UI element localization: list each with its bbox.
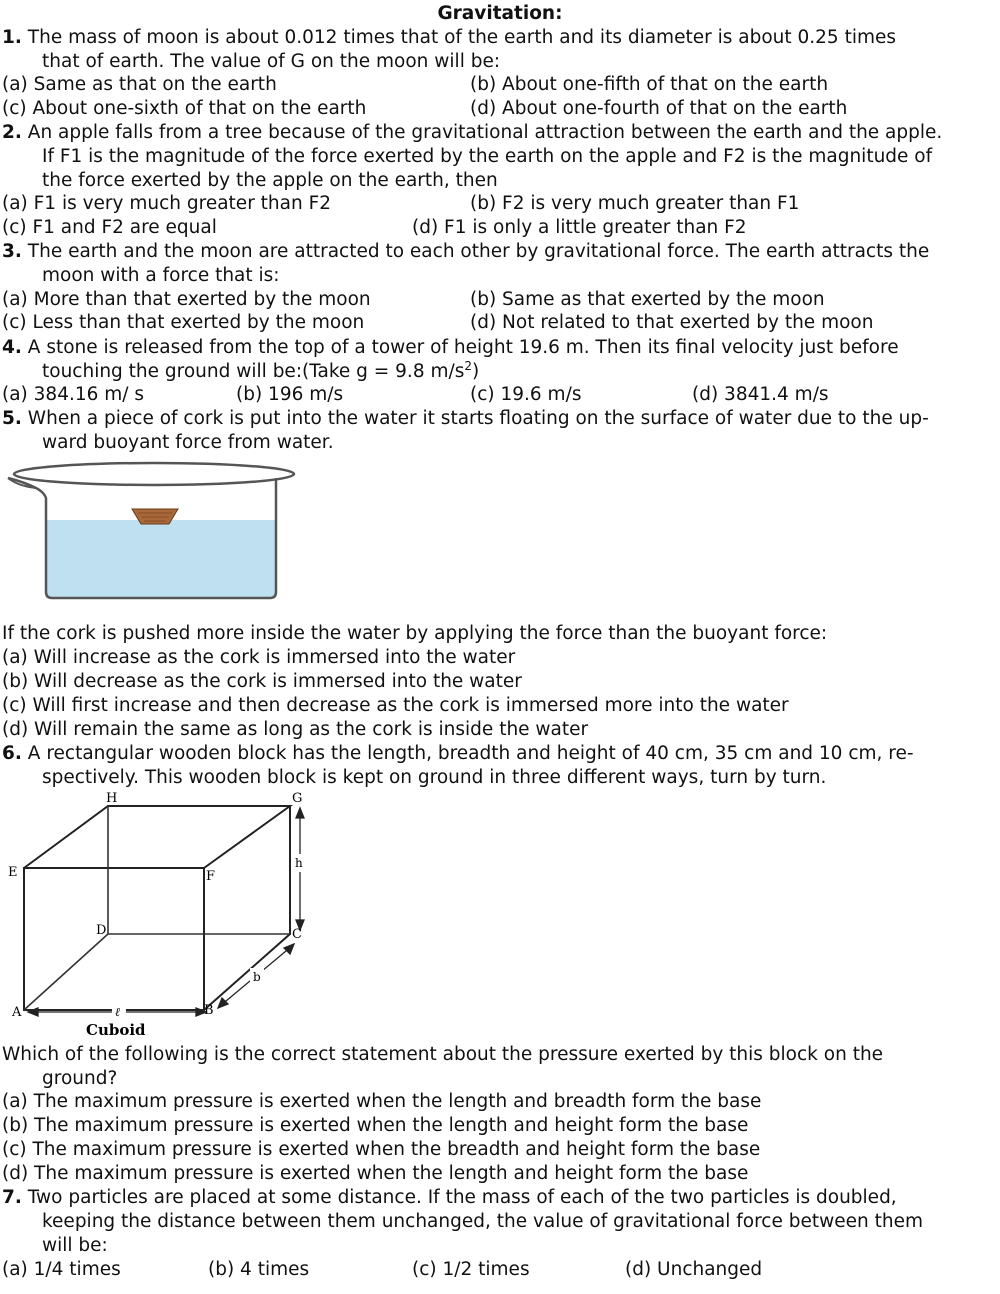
vertex-label-a: A [12,1005,22,1020]
cuboid-figure [0,788,330,1044]
vertex-label-e: E [8,865,18,880]
figure-caption: Cuboid [86,1021,146,1039]
vertex-label-d: D [96,923,107,938]
option-3b: (b) Same as that exerted by the moon [470,289,825,310]
question-4-line-2: touching the ground will be:(Take g = 9.8 $m/s^2$) [42,358,480,382]
question-2-line-1: 2. An apple falls from a tree because of the gravitational attraction between the earth and the apple. [2,122,943,143]
option-5b: (b) Will decrease as the cork is immersed into the water [2,671,522,692]
option-2b: (b) F2 is very much greater than F1 [470,193,800,214]
question-7-line-1: 7. Two particles are placed at some distance. If the mass of each of the two particles is doubled, [2,1187,897,1208]
question-number: 1. [2,27,22,48]
option-5c: (c) Will first increase and then decrease as the cork is immersed more into the water [2,695,789,716]
option-2d: (d) F1 is only a little greater than F2 [412,217,747,238]
vertex-label-g: G [292,791,303,806]
option-6d: (d) The maximum pressure is exerted when the length and height form the base [2,1163,749,1184]
question-3-line-2: moon with a force that is: [42,265,280,286]
question-7-line-2: keeping the distance between them unchanged, the value of gravitational force between them [42,1211,923,1232]
option-1b: (b) About one-fifth of that on the earth [470,74,829,95]
option-4d: (d) 3841.4 m/s [692,384,829,405]
option-7b: (b) 4 times [208,1259,310,1280]
option-3c: (c) Less than that exerted by the moon [2,312,365,333]
option-5d: (d) Will remain the same as long as the cork is inside the water [2,719,589,740]
option-7d: (d) Unchanged [625,1259,763,1280]
question-3-line-1: 3. The earth and the moon are attracted to each other by gravitational force. The earth attracts the [2,241,930,262]
beaker-water [46,520,276,598]
option-4a: (a) 384.16 m/ s [2,384,145,405]
question-6-line-1: 6. A rectangular wooden block has the length, breadth and height of 40 cm, 35 cm and 10 cm, re- [2,743,914,764]
question-1-line-2: that of earth. The value of G on the moon will be: [42,51,501,72]
beaker-rim [14,463,294,485]
height-label: h [295,856,303,870]
option-1d: (d) About one-fourth of that on the earth [470,98,848,119]
option-4c: (c) 19.6 m/s [470,384,582,405]
question-6-line-2: spectively. This wooden block is kept on ground in three different ways, turn by turn. [42,767,827,788]
option-1c: (c) About one-sixth of that on the earth [2,98,367,119]
breadth-label: b [253,970,261,984]
question-number: 3. [2,241,22,262]
option-6b: (b) The maximum pressure is exerted when the length and height form the base [2,1115,749,1136]
question-6-stem-2: ground? [42,1068,118,1089]
question-1-line-1: 1. The mass of moon is about 0.012 times that of the earth and its diameter is about 0.25 times [2,27,897,48]
question-2-line-3: the force exerted by the apple on the earth, then [42,170,498,191]
length-label: ℓ [115,1005,120,1019]
question-4-line-1: 4. A stone is released from the top of a tower of height 19.6 m. Then its final velocity just before [2,337,899,358]
option-3a: (a) More than that exerted by the moon [2,289,371,310]
question-2-line-2: If F1 is the magnitude of the force exerted by the earth on the apple and F2 is the magnitude of [42,146,933,167]
option-3d: (d) Not related to that exerted by the moon [470,312,874,333]
vertex-label-b: B [204,1003,214,1018]
question-number: 7. [2,1187,22,1208]
dimension-arrows [28,808,304,1016]
question-number: 6. [2,743,22,764]
question-5-line-1: 5. When a piece of cork is put into the water it starts floating on the surface of water due to the up- [2,408,929,429]
question-5-stem: If the cork is pushed more inside the water by applying the force than the buoyant force: [2,623,828,644]
option-7c: (c) 1/2 times [412,1259,530,1280]
question-7-line-3: will be: [42,1235,108,1256]
question-number: 2. [2,122,22,143]
vertex-label-c: C [292,927,302,942]
option-4b: (b) 196 m/s [236,384,344,405]
question-number: 4. [2,337,22,358]
beaker-figure [4,458,304,606]
option-6c: (c) The maximum pressure is exerted when the breadth and height form the base [2,1139,761,1160]
option-7a: (a) 1/4 times [2,1259,121,1280]
option-6a: (a) The maximum pressure is exerted when the length and breadth form the base [2,1091,762,1112]
option-2c: (c) F1 and F2 are equal [2,217,217,238]
question-number: 5. [2,408,22,429]
option-1a: (a) Same as that on the earth [2,74,277,95]
vertex-label-h: H [106,791,118,806]
question-6-stem-1: Which of the following is the correct statement about the pressure exerted by this block on the [2,1044,884,1065]
question-5-line-2: ward buoyant force from water. [42,432,334,453]
option-2a: (a) F1 is very much greater than F2 [2,193,332,214]
vertex-label-f: F [206,869,216,884]
option-5a: (a) Will increase as the cork is immersed into the water [2,647,516,668]
page-title: Gravitation: [437,3,563,24]
